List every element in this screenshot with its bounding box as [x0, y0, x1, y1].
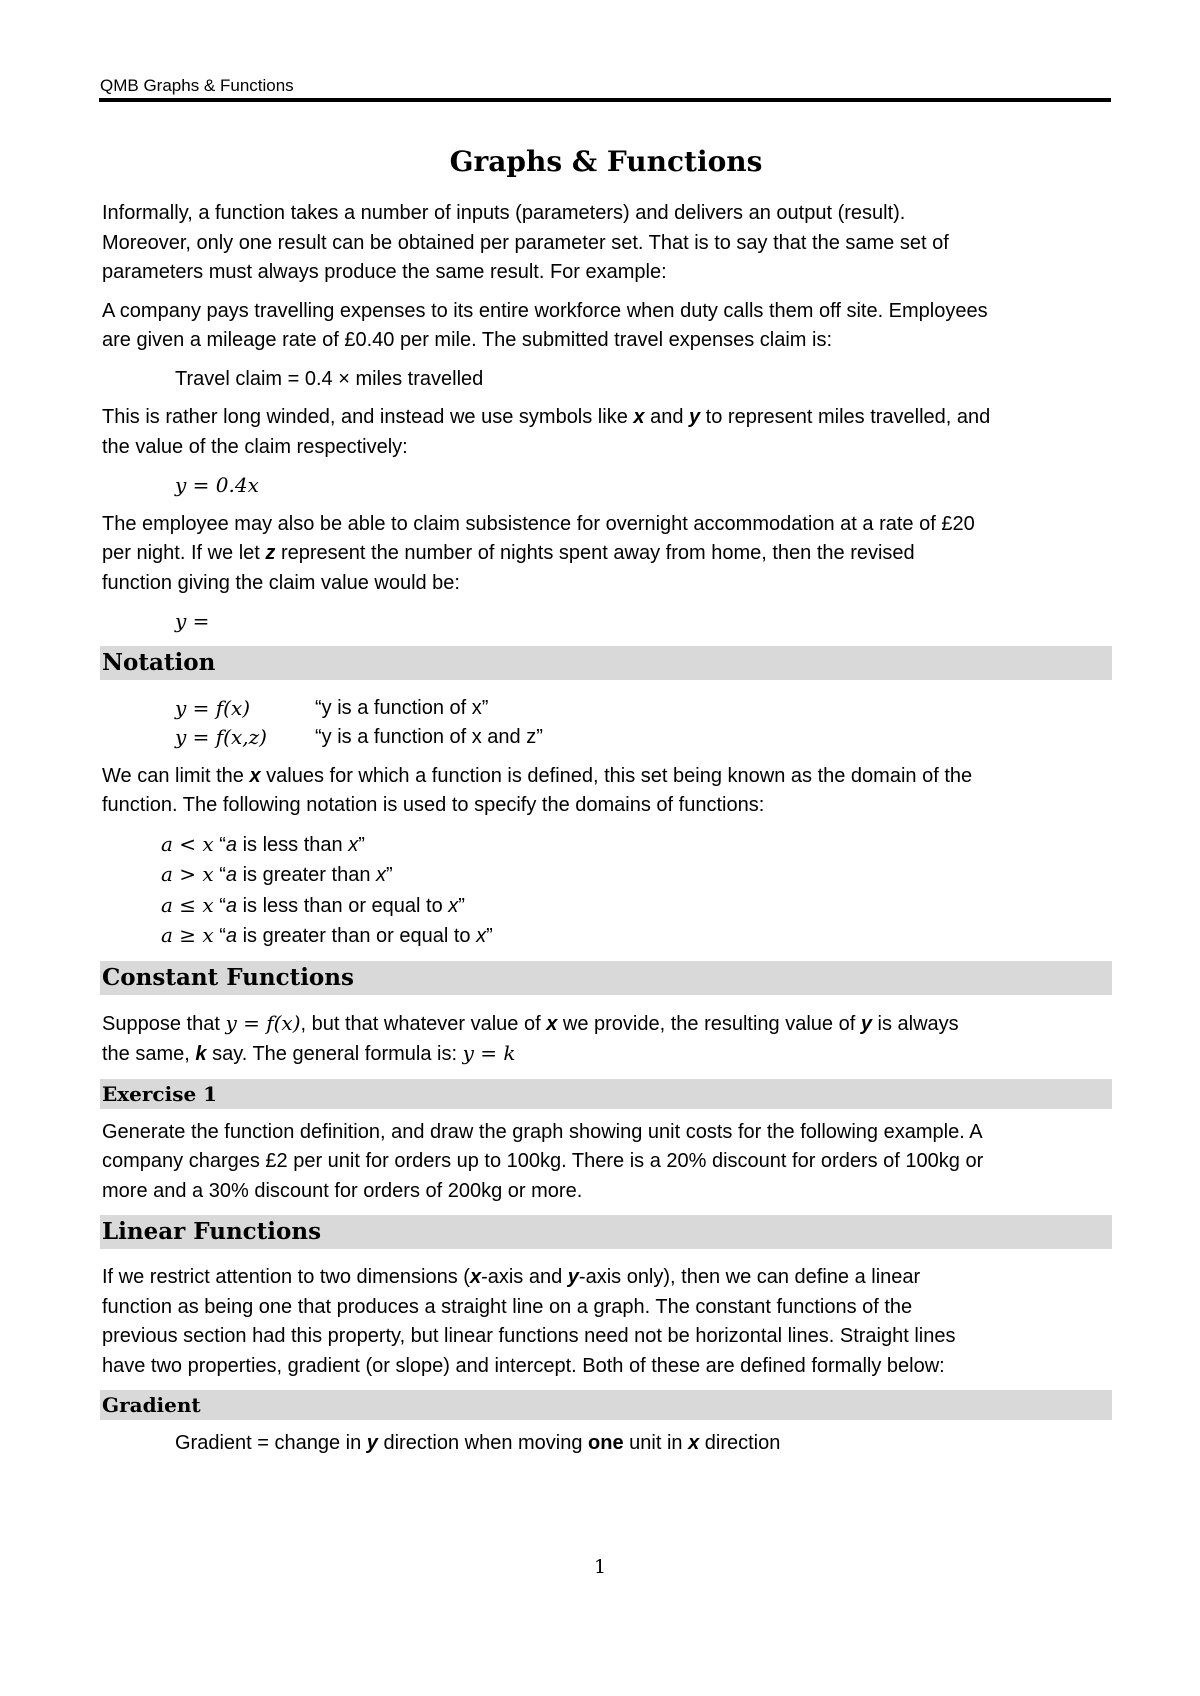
- text-run: We can limit the: [102, 764, 250, 787]
- text-run: represent the number of nights spent away from home, then the revised: [275, 542, 915, 564]
- header-rule: [99, 98, 1111, 102]
- text-run: is greater than: [237, 864, 376, 886]
- notation-text: “y is a function of x”: [315, 696, 489, 719]
- var-y: y: [689, 406, 701, 428]
- inline-math: y = k: [462, 1041, 516, 1065]
- page-number: 1: [593, 1556, 607, 1578]
- domain-math: a ≤ x: [161, 892, 214, 917]
- text-run: unit in: [623, 1432, 689, 1454]
- text-run: Suppose that: [102, 1012, 226, 1035]
- inline-math: y = f(x): [225, 1010, 301, 1035]
- notation-list: [102, 694, 1110, 753]
- example-line: A company pays travelling expenses to its entire workforce when duty calls them off site. Employees: [102, 299, 988, 322]
- text-run: direction when moving: [377, 1432, 589, 1454]
- text-run: If we restrict attention to two dimensions (: [102, 1266, 470, 1288]
- equation-revised: y =: [175, 609, 210, 633]
- domain-item: [161, 830, 1110, 861]
- notation-row: [175, 694, 1110, 724]
- intro-line: Moreover, only one result can be obtained per parameter set. That is to say that the same set of: [102, 231, 949, 254]
- text-run: “: [213, 894, 226, 917]
- domain-item: [161, 891, 1110, 922]
- text-run: we provide, the resulting value of: [557, 1012, 861, 1035]
- intro-paragraph: [102, 199, 1110, 288]
- domain-list: [102, 830, 1110, 952]
- text-run: “: [213, 833, 226, 856]
- var-x: x: [448, 894, 459, 917]
- constant-paragraph: [102, 1009, 1110, 1070]
- var-z: z: [265, 542, 276, 564]
- domain-math: a > x: [161, 862, 214, 886]
- var-y: y: [366, 1432, 378, 1454]
- var-y: y: [567, 1266, 579, 1288]
- text-run: to represent miles travelled, and: [700, 406, 991, 428]
- subheading-exercise-1: Exercise 1: [100, 1079, 1112, 1109]
- text-run: direction: [699, 1432, 781, 1454]
- text-run: the value of the claim respectively:: [102, 435, 408, 458]
- var-a: a: [225, 894, 238, 917]
- text-run: -axis and: [481, 1266, 568, 1288]
- var-x: x: [546, 1012, 558, 1035]
- gradient-definition: [102, 1429, 1110, 1459]
- var-x: x: [476, 925, 487, 947]
- subheading-gradient: Gradient: [100, 1390, 1112, 1420]
- text-run: function. The following notation is used to specify the domains of functions:: [102, 794, 765, 816]
- section-heading-constant-functions: Constant Functions: [100, 961, 1112, 995]
- var-x: x: [469, 1266, 482, 1288]
- var-x: x: [348, 833, 359, 856]
- text-run: the same,: [102, 1043, 196, 1065]
- text-run: company charges £2 per unit for orders up to 100kg. There is a 20% discount for orders of 100kg or: [102, 1150, 984, 1172]
- domain-item: [161, 921, 1110, 952]
- var-x: x: [633, 406, 645, 428]
- text-run: “: [213, 925, 226, 947]
- intro-line: parameters must always produce the same result. For example:: [102, 261, 667, 283]
- travel-claim-formula: Travel claim = 0.4 × miles travelled: [175, 367, 484, 390]
- intro-line: Informally, a function takes a number of inputs (parameters) and delivers an output (result).: [102, 202, 906, 224]
- text-run: The employee may also be able to claim subsistence for overnight accommodation at a rate of £20: [102, 512, 975, 535]
- subsistence-paragraph: [102, 510, 1110, 599]
- text-run: values for which a function is defined, this set being known as the domain of the: [260, 764, 973, 787]
- text-run: ”: [486, 925, 493, 947]
- notation-row: [175, 723, 1110, 753]
- notation-math: y = f(x,z): [175, 725, 267, 749]
- var-k: k: [195, 1043, 207, 1065]
- text-run: have two properties, gradient (or slope) and intercept. Both of these are defined formally below:: [102, 1354, 945, 1377]
- text-run: function as being one that produces a straight line on a graph. The constant functions of the: [102, 1295, 913, 1318]
- text-run: ”: [386, 864, 393, 886]
- domain-math: a ≥ x: [161, 923, 214, 947]
- text-run: Gradient = change in: [175, 1432, 367, 1454]
- text-run: Generate the function definition, and draw the graph showing unit costs for the following example. A: [102, 1120, 983, 1143]
- domain-item: [161, 860, 1110, 891]
- example-line: are given a mileage rate of £0.40 per mile. The submitted travel expenses claim is:: [102, 329, 832, 351]
- text-run: This is rather long winded, and instead we use symbols like: [102, 406, 634, 428]
- text-run: is less than: [237, 833, 349, 856]
- equation-claim: y = 0.4x: [175, 473, 259, 497]
- document-title: Graphs & Functions: [449, 145, 763, 178]
- section-heading-notation: Notation: [100, 646, 1112, 680]
- var-a: a: [225, 833, 238, 856]
- var-x: x: [376, 864, 386, 886]
- text-run: say. The general formula is:: [206, 1043, 463, 1065]
- emphasis-one: one: [588, 1432, 624, 1454]
- var-x: x: [688, 1432, 700, 1454]
- text-run: -axis only), then we can define a linear: [578, 1266, 921, 1288]
- linear-paragraph: [102, 1263, 1110, 1381]
- text-run: is greater than or equal to: [237, 925, 477, 947]
- text-run: more and a 30% discount for orders of 200kg or more.: [102, 1179, 583, 1202]
- notation-text: “y is a function of x and z”: [315, 726, 543, 748]
- page-content: [102, 142, 1110, 1468]
- running-header: QMB Graphs & Functions: [100, 76, 294, 95]
- text-run: is always: [871, 1012, 959, 1035]
- exercise-paragraph: [102, 1118, 1110, 1207]
- symbols-paragraph: [102, 403, 1110, 462]
- var-x: x: [249, 764, 261, 787]
- text-run: is less than or equal to: [237, 894, 449, 917]
- text-run: function giving the claim value would be:: [102, 571, 460, 594]
- text-run: , but that whatever value of: [300, 1012, 547, 1035]
- text-run: and: [644, 406, 689, 428]
- notation-math: y = f(x): [175, 695, 251, 720]
- text-run: “: [213, 864, 226, 886]
- domain-math: a < x: [161, 831, 214, 856]
- text-run: ”: [458, 894, 465, 917]
- domain-paragraph: [102, 762, 1110, 821]
- text-run: previous section had this property, but linear functions need not be horizontal lines. Straight lines: [102, 1325, 956, 1347]
- text-run: ”: [358, 833, 365, 856]
- text-run: per night. If we let: [102, 542, 266, 564]
- example-paragraph: [102, 297, 1110, 356]
- section-heading-linear-functions: Linear Functions: [100, 1215, 1112, 1249]
- var-a: a: [225, 925, 238, 947]
- var-y: y: [860, 1012, 872, 1035]
- var-a: a: [225, 864, 238, 886]
